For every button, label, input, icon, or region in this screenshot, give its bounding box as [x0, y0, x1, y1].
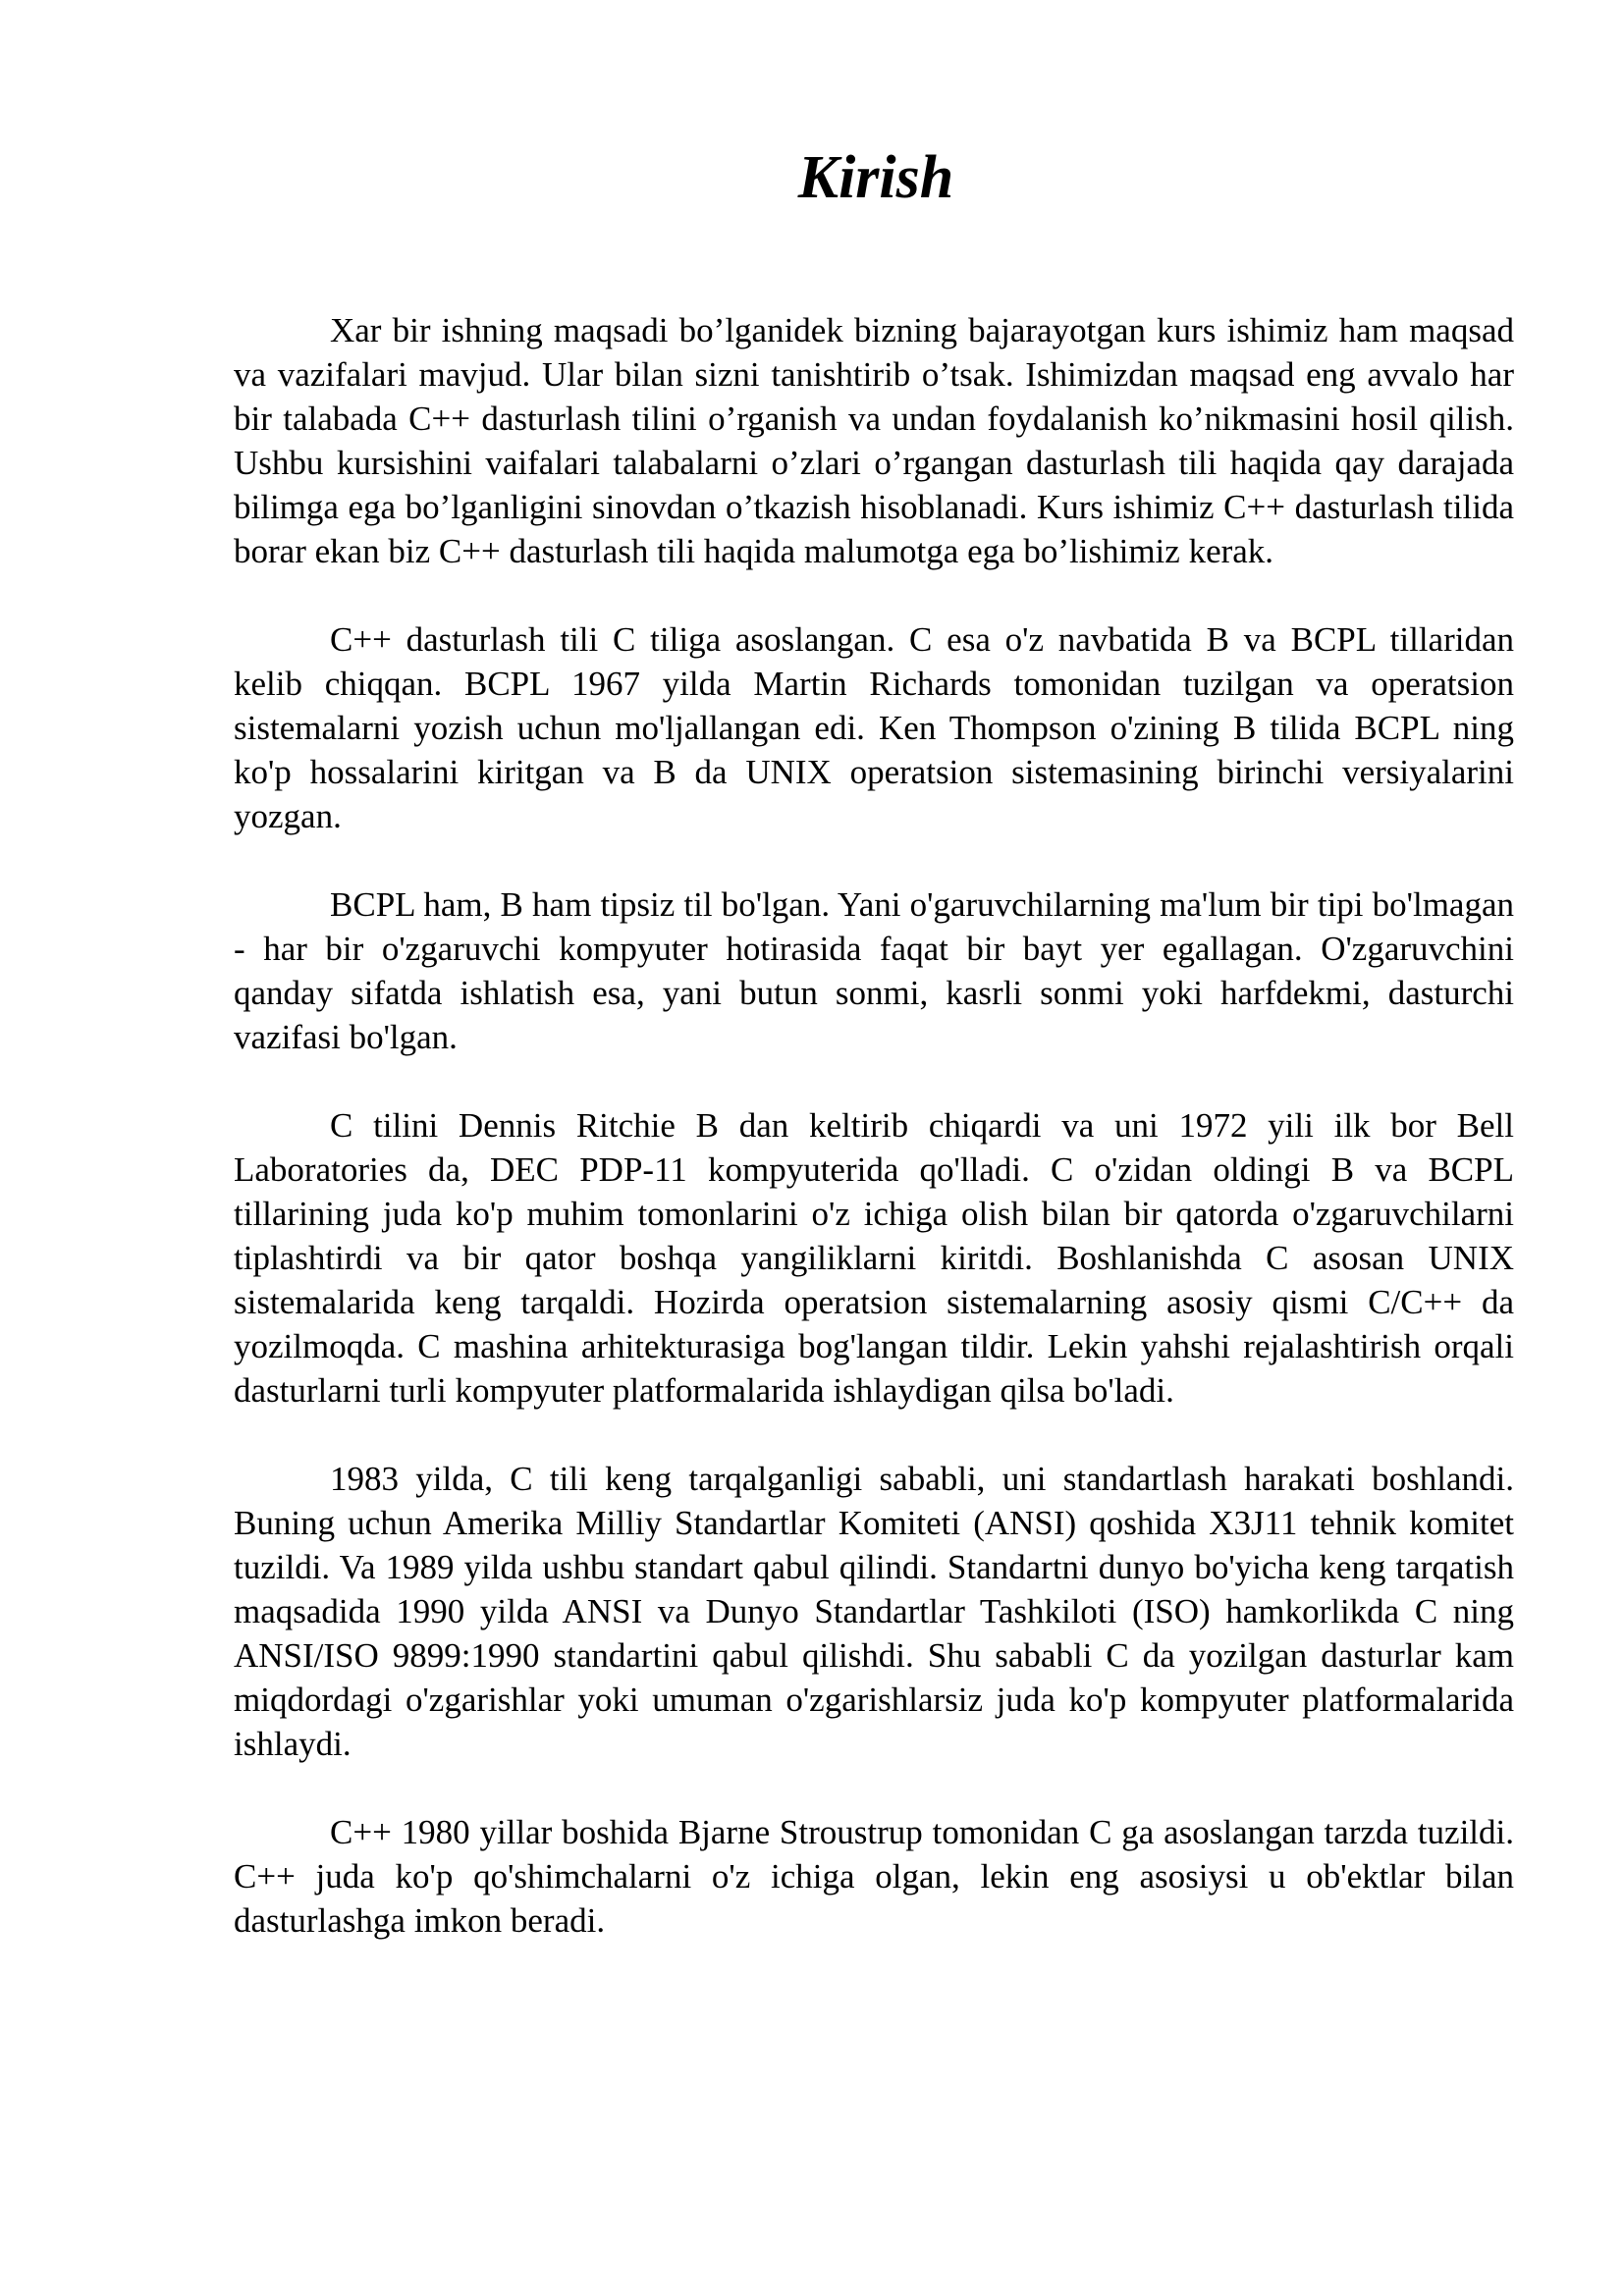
- document-body: [234, 308, 1514, 1987]
- paragraph-2: C++ dasturlash tili C tiliga asoslangan. C esa o'z navbatida B va BCPL tillaridan kelib chiqqan. BCPL 1967 yilda Martin Richards tomonidan tuzilgan va operatsion sistemalarni yozish uchun mo'ljallangan edi. Ken Thompson o'zining B tilida BCPL ning ko'p hossalarini kiritgan va B da UNIX operatsion sistemasining birinchi versiyalarini yozgan.: [234, 620, 1514, 835]
- paragraph-3: BCPL ham, B ham tipsiz til bo'lgan. Yani o'garuvchilarning ma'lum bir tipi bo'lmagan - har bir o'zgaruvchi kompyuter hotirasida faqat bir bayt yer egallagan. O'zgaruvchini qanday sifatda ishlatish esa, yani butun sonmi, kasrli sonmi yoki harfdekmi, dasturchi vazifasi bo'lgan.: [234, 885, 1514, 1056]
- page-title: Kirish: [797, 144, 954, 211]
- paragraph-4: C tilini Dennis Ritchie B dan keltirib chiqardi va uni 1972 yili ilk bor Bell Laboratories da, DEC PDP-11 kompyuterida qo'lladi. C o'zidan oldingi B va BCPL tillarining juda ko'p muhim tomonlarini o'z ichiga olish bilan bir qatorda o'zgaruvchilarni tiplashtirdi va bir qator boshqa yangiliklarni kiritdi. Boshlanishda C asosan UNIX sistemalarida keng tarqaldi. Hozirda operatsion sistemalarning asosiy qismi C/C++ da yozilmoqda. C mashina arhitekturasiga bog'langan tildir. Lekin yahshi rejalashtirish orqali dasturlarni turli kompyuter platformalarida ishlaydigan qilsa bo'ladi.: [234, 1106, 1514, 1410]
- paragraph-1: Xar bir ishning maqsadi bo’lganidek bizning bajarayotgan kurs ishimiz ham maqsad va vazifalari mavjud. Ular bilan sizni tanishtirib o’tsak. Ishimizdan maqsad eng avvalo har bir talabada C++ dasturlash tilini o’rganish va undan foydalanish ko’nikmasini hosil qilish. Ushbu kursishini vaifalari talabalarni o’zlari o’rgangan dasturlash tili haqida qay darajada bilimga ega bo’lganligini sinovdan o’tkazish hisoblanadi. Kurs ishimiz C++ dasturlash tilida borar ekan biz C++ dasturlash tili haqida malumotga ega bo’lishimiz kerak.: [234, 311, 1514, 570]
- paragraph-6: C++ 1980 yillar boshida Bjarne Stroustrup tomonidan C ga asoslangan tarzda tuzildi. C++ juda ko'p qo'shimchalarni o'z ichiga olgan, lekin eng asosiysi u ob'ektlar bilan dasturlashga imkon beradi.: [234, 1813, 1514, 1940]
- paragraph-5: 1983 yilda, C tili keng tarqalganligi sababli, uni standartlash harakati boshlandi. Buning uchun Amerika Milliy Standartlar Komiteti (ANSI) qoshida X3J11 tehnik komitet tuzildi. Va 1989 yilda ushbu standart qabul qilindi. Standartni dunyo bo'yicha keng tarqatish maqsadida 1990 yilda ANSI va Dunyo Standartlar Tashkiloti (ISO) hamkorlikda C ning ANSI/ISO 9899:1990 standartini qabul qilishdi. Shu sababli C da yozilgan dasturlar kam miqdordagi o'zgarishlar yoki umuman o'zgarishlarsiz juda ko'p kompyuter platformalarida ishlaydi.: [234, 1460, 1514, 1763]
